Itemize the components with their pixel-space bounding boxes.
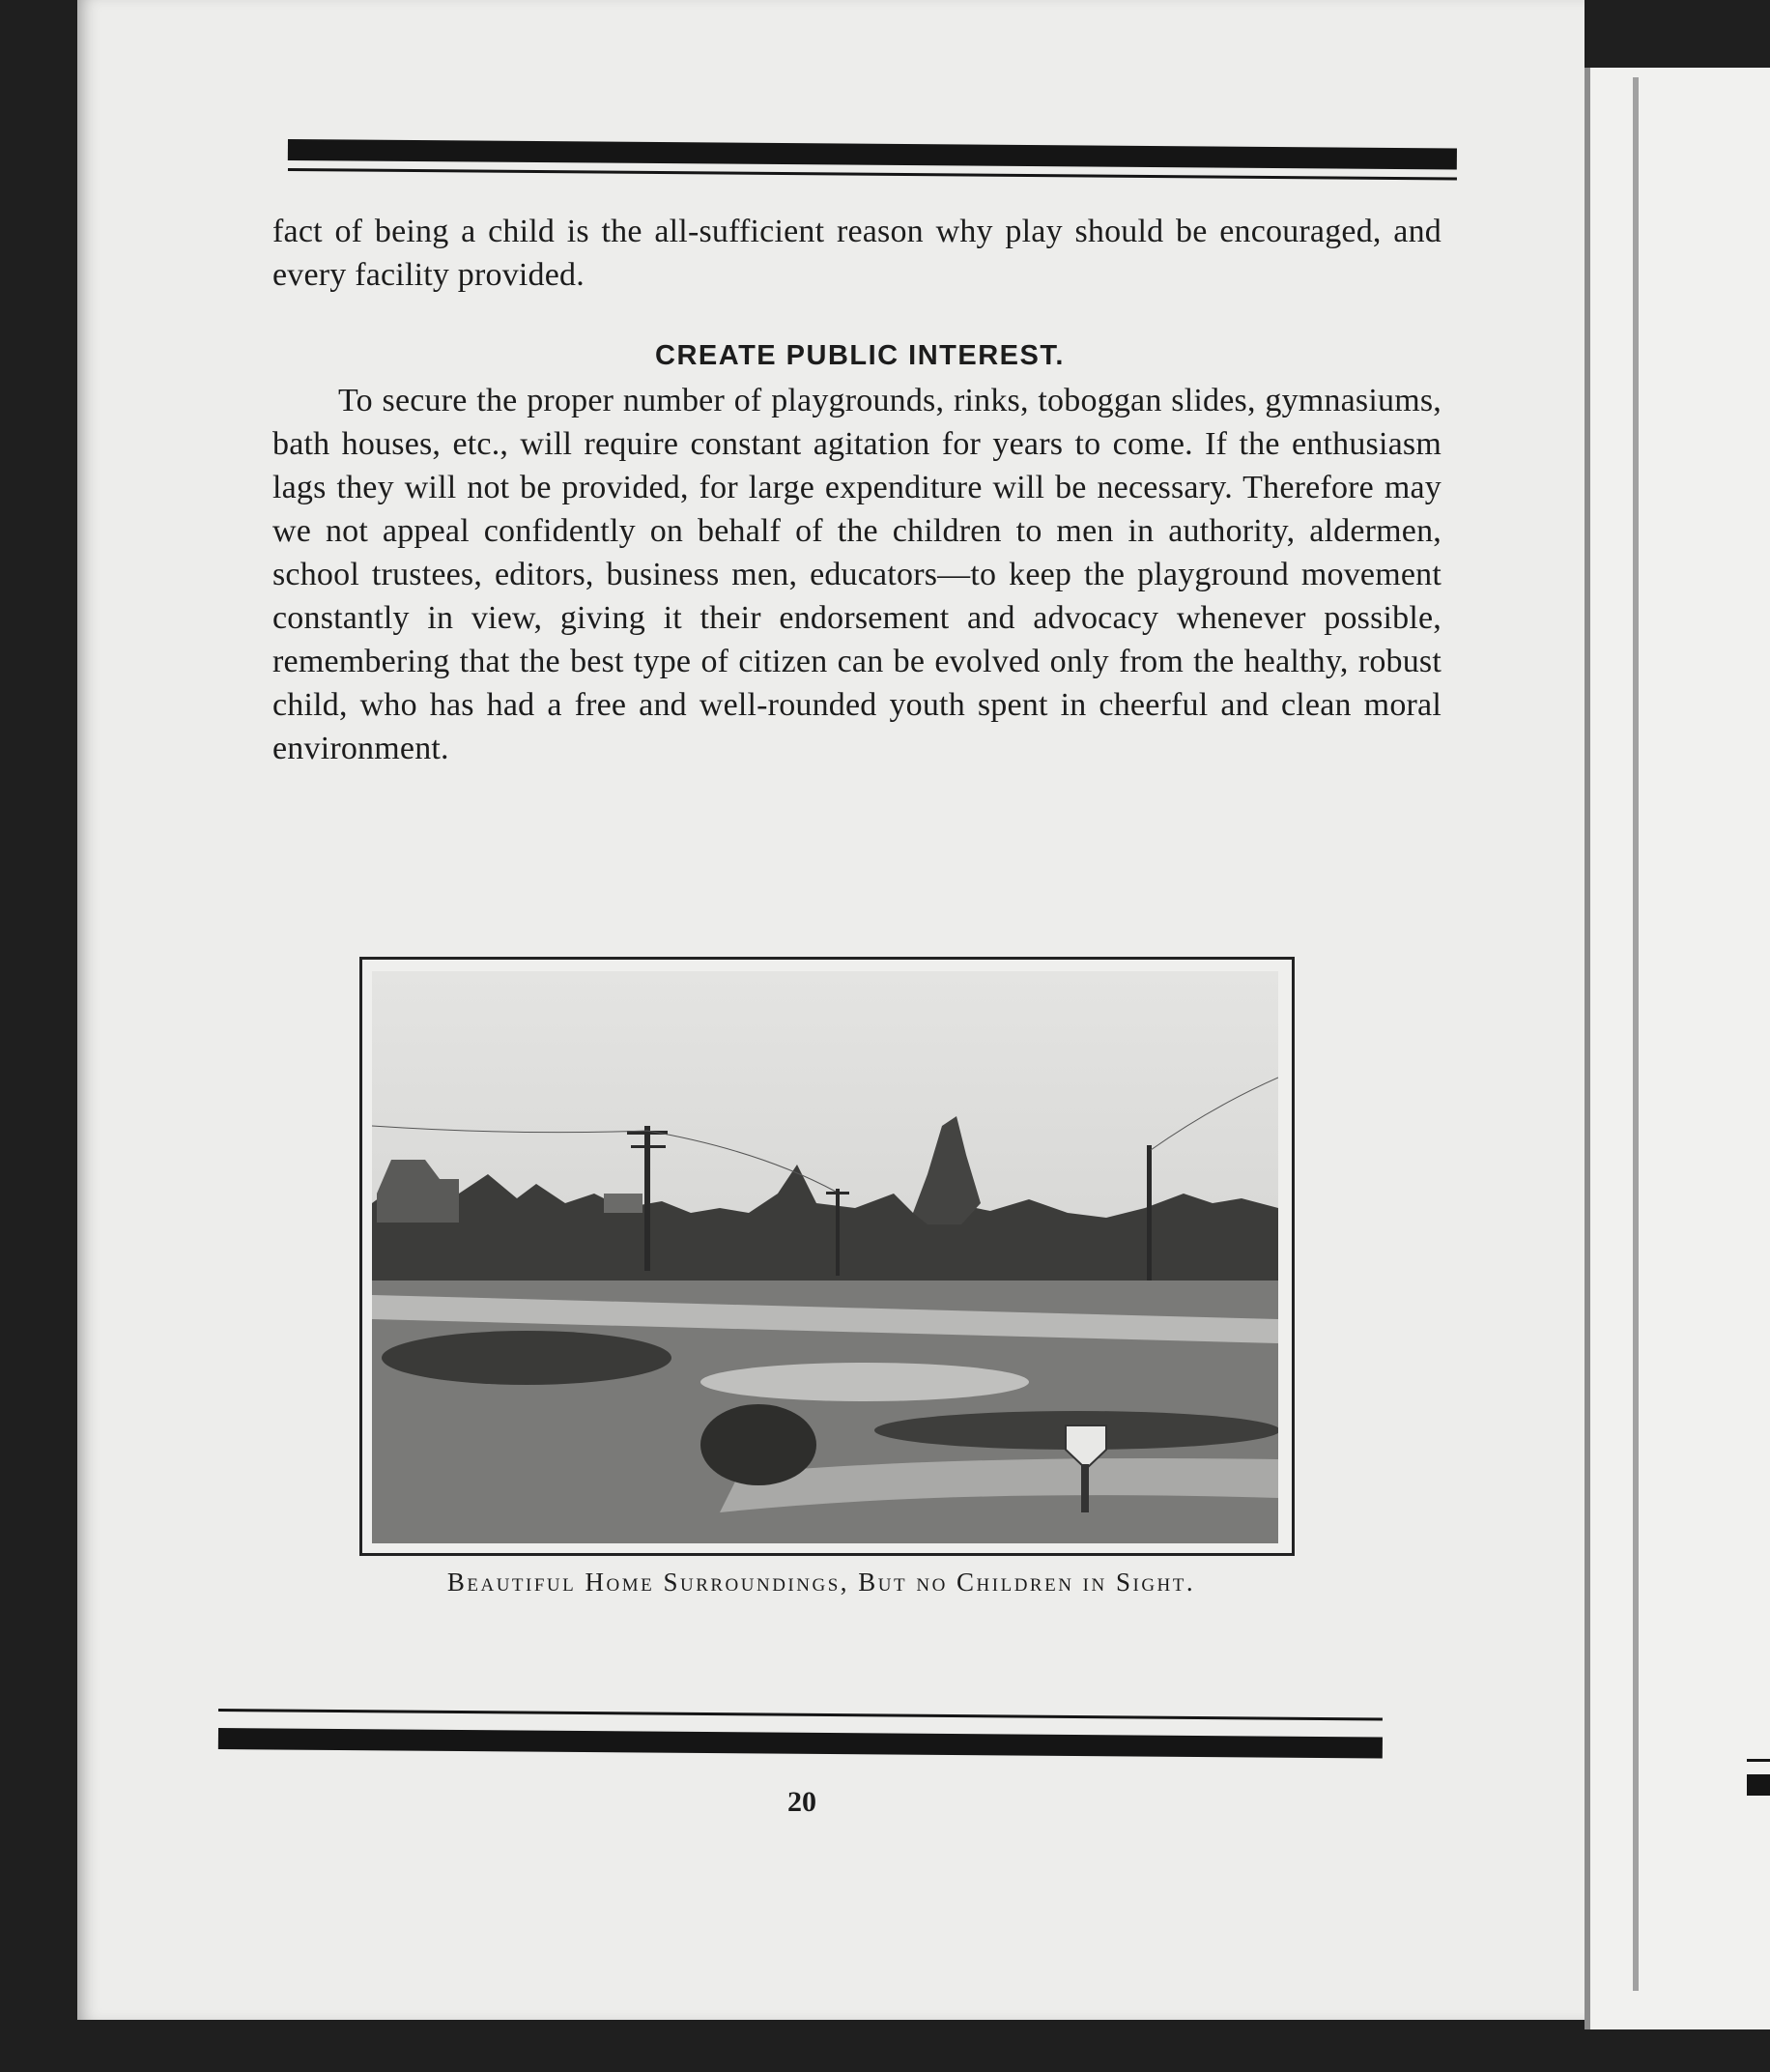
section-heading: CREATE PUBLIC INTEREST. [655, 340, 1065, 371]
page-gutter [1633, 77, 1639, 1991]
page-number: 20 [787, 1786, 816, 1818]
photograph [359, 957, 1295, 1556]
photo-image [372, 971, 1278, 1543]
facing-page-edge [1584, 68, 1770, 2029]
body-paragraph: To secure the proper number of playgrounds, rinks, toboggan slides, gymnasiums, bath houses, etc., will require constant agitation for years to come. If the enthusiasm lags they will not be provided, for large expenditure will be necessary. Therefore may we not appeal confidently on behalf of the children to men in authority, aldermen, school trustees, editors, business men, educators—to keep the playground movement constantly in view, giving it their endorsement and advocacy whenever possible, remembering that the best type of citizen can be evolved only from the healthy, robust child, who has had a free and well-rounded youth spent in cheerful and clean moral environment. [272, 383, 1442, 766]
facing-page-rule-thin [1747, 1759, 1770, 1762]
facing-page-rule-thick [1747, 1774, 1770, 1796]
photo-caption: Beautiful Home Surroundings, But no Children in Sight. [446, 1568, 1196, 1597]
paragraph-continued: fact of being a child is the all-sufficient reason why play should be encouraged, and every facility provided. [272, 214, 1442, 293]
